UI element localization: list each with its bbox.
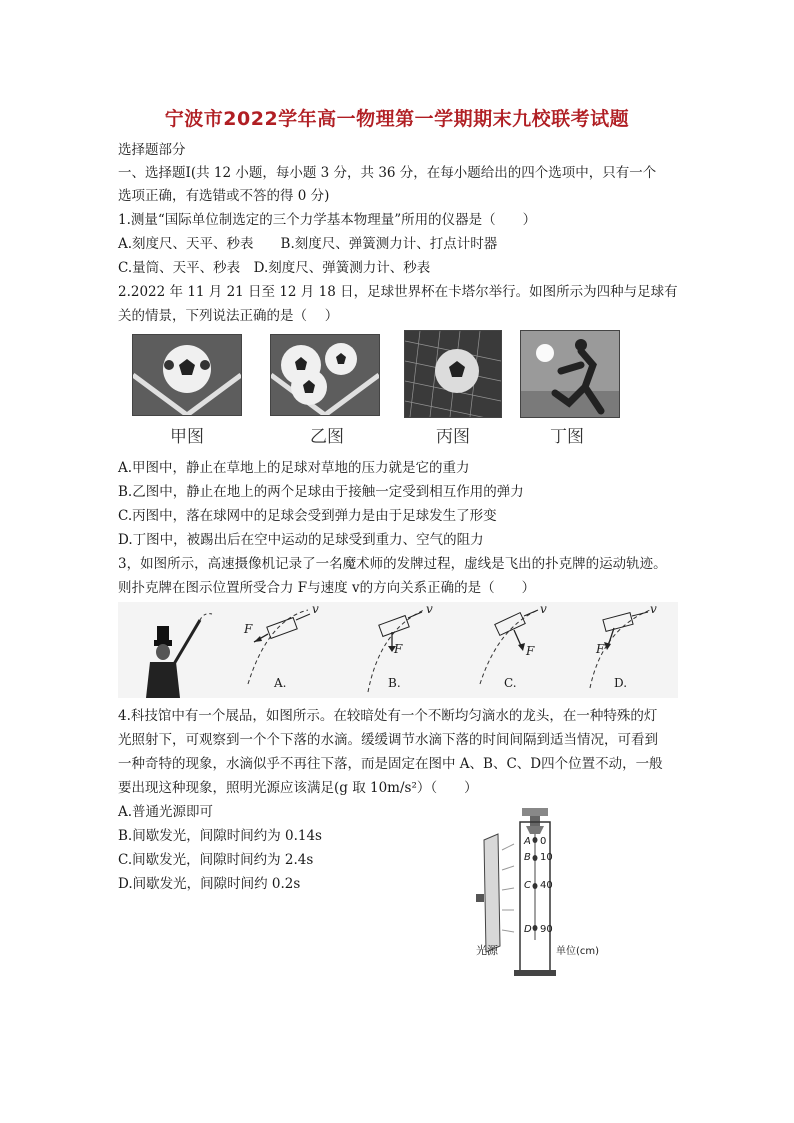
caption-ding: 丁图 — [550, 427, 584, 447]
light-source-label: 光源 — [476, 944, 498, 957]
instructions-line-1: 一、选择题I(共 12 小题，每小题 3 分，共 36 分，在每小题给出的四个选项中，只有一个 — [118, 165, 657, 181]
q4-option-d: D.间歇发光，间隙时间约 0.2s — [118, 876, 301, 892]
q3-d-velocity-label: v — [650, 602, 657, 616]
caption-jia: 甲图 — [170, 427, 204, 447]
ball-in-net-icon — [405, 331, 501, 417]
q3-option-c-label: C. — [504, 676, 517, 690]
scale-10-label: 10 — [540, 852, 553, 863]
figure-bing-photo — [404, 330, 502, 418]
q3-stem-line-2: 则扑克牌在图示位置所受合力 F与速度 v的方向关系正确的是（ ） — [118, 580, 536, 596]
q3-option-b-label: B. — [388, 676, 401, 690]
q2-figure — [120, 330, 680, 450]
q2-option-d: D.丁图中，被踢出后在空中运动的足球受到重力、空气的阻力 — [118, 532, 484, 548]
q3-option-a-label: A. — [274, 676, 287, 690]
q1-options-line-1: A.刻度尺、天平、秒表 B.刻度尺、弹簧测力计、打点计时器 — [118, 236, 498, 252]
point-b-label: B — [524, 852, 531, 863]
q3-b-velocity-label: v — [426, 602, 433, 616]
q3-b-force-label: F — [394, 642, 403, 656]
q2-option-b: B.乙图中，静止在地上的两个足球由于接触一定受到相互作用的弹力 — [118, 484, 524, 500]
q2-stem-line-1: 2.2022 年 11 月 21 日至 12 月 18 日，足球世界杯在卡塔尔举行。如图所示为四种与足球有 — [118, 284, 678, 300]
q3-stem-line-1: 3，如图所示，高速摄像机记录了一名魔术师的发牌过程，虚线是飞出的扑克牌的运动轨迹。 — [118, 556, 667, 572]
section-heading: 选择题部分 — [118, 142, 186, 158]
figure-yi-photo — [270, 334, 380, 416]
unit-label: 单位(cm) — [556, 946, 600, 957]
figure-ding-photo — [520, 330, 620, 418]
q3-a-force-label: F — [244, 622, 253, 636]
q4-figure — [470, 800, 620, 978]
q3-option-d-label: D. — [614, 676, 628, 690]
caption-yi: 乙图 — [310, 427, 344, 447]
scale-90-label: 90 — [540, 924, 553, 935]
q4-stem-line-4: 要出现这种现象，照明光源应该满足(g 取 10m/s²）（ ） — [118, 780, 478, 796]
player-kicking-ball-icon — [521, 331, 619, 417]
q3-d-force-label: F — [596, 642, 605, 656]
scale-40-label: 40 — [540, 880, 553, 891]
q3-a-velocity-label: v — [312, 602, 319, 616]
point-c-label: C — [524, 880, 531, 891]
q1-options-line-2: C.量筒、天平、秒表 D.刻度尺、弹簧测力计、秒表 — [118, 260, 431, 276]
soccer-ball-on-grass-icon — [133, 335, 241, 415]
q4-option-a: A.普通光源即可 — [118, 804, 214, 820]
caption-bing: 丙图 — [436, 427, 470, 447]
scale-0-label: 0 — [540, 836, 547, 847]
q3-figure — [118, 602, 678, 698]
q2-option-a: A.甲图中，静止在草地上的足球对草地的压力就是它的重力 — [118, 460, 470, 476]
page-title: 宁波市2022学年高一物理第一学期期末九校联考试题 — [164, 108, 630, 130]
point-a-label: A — [524, 836, 531, 847]
q4-option-c: C.间歇发光，间隙时间约为 2.4s — [118, 852, 314, 868]
q2-stem-line-2: 关的情景，下列说法正确的是（ ） — [118, 308, 339, 324]
q1-stem: 1.测量“国际单位制选定的三个力学基本物理量”所用的仪器是（ ） — [118, 212, 537, 228]
q3-c-force-label: F — [526, 644, 535, 658]
q4-stem-line-1: 4.科技馆中有一个展品，如图所示。在较暗处有一个不断均匀滴水的龙头，在一种特殊的灯 — [118, 708, 658, 724]
q2-option-c: C.丙图中，落在球网中的足球会受到弹力是由于足球发生了形变 — [118, 508, 497, 524]
figure-jia-photo — [132, 334, 242, 416]
q4-stem-line-2: 光照射下，可观察到一个个下落的水滴。缓缓调节水滴下落的时间间隔到适当情况，可看到 — [118, 732, 658, 748]
instructions-line-2: 选项正确，有选错或不答的得 0 分) — [118, 188, 330, 204]
q3-c-velocity-label: v — [540, 602, 547, 616]
q4-option-b: B.间歇发光，间隙时间约为 0.14s — [118, 828, 322, 844]
two-soccer-balls-icon — [271, 335, 379, 415]
q4-stem-line-3: 一种奇特的现象，水滴似乎不再往下落，而是固定在图中 A、B、C、D四个位置不动，一般 — [118, 756, 663, 772]
point-d-label: D — [524, 924, 532, 935]
